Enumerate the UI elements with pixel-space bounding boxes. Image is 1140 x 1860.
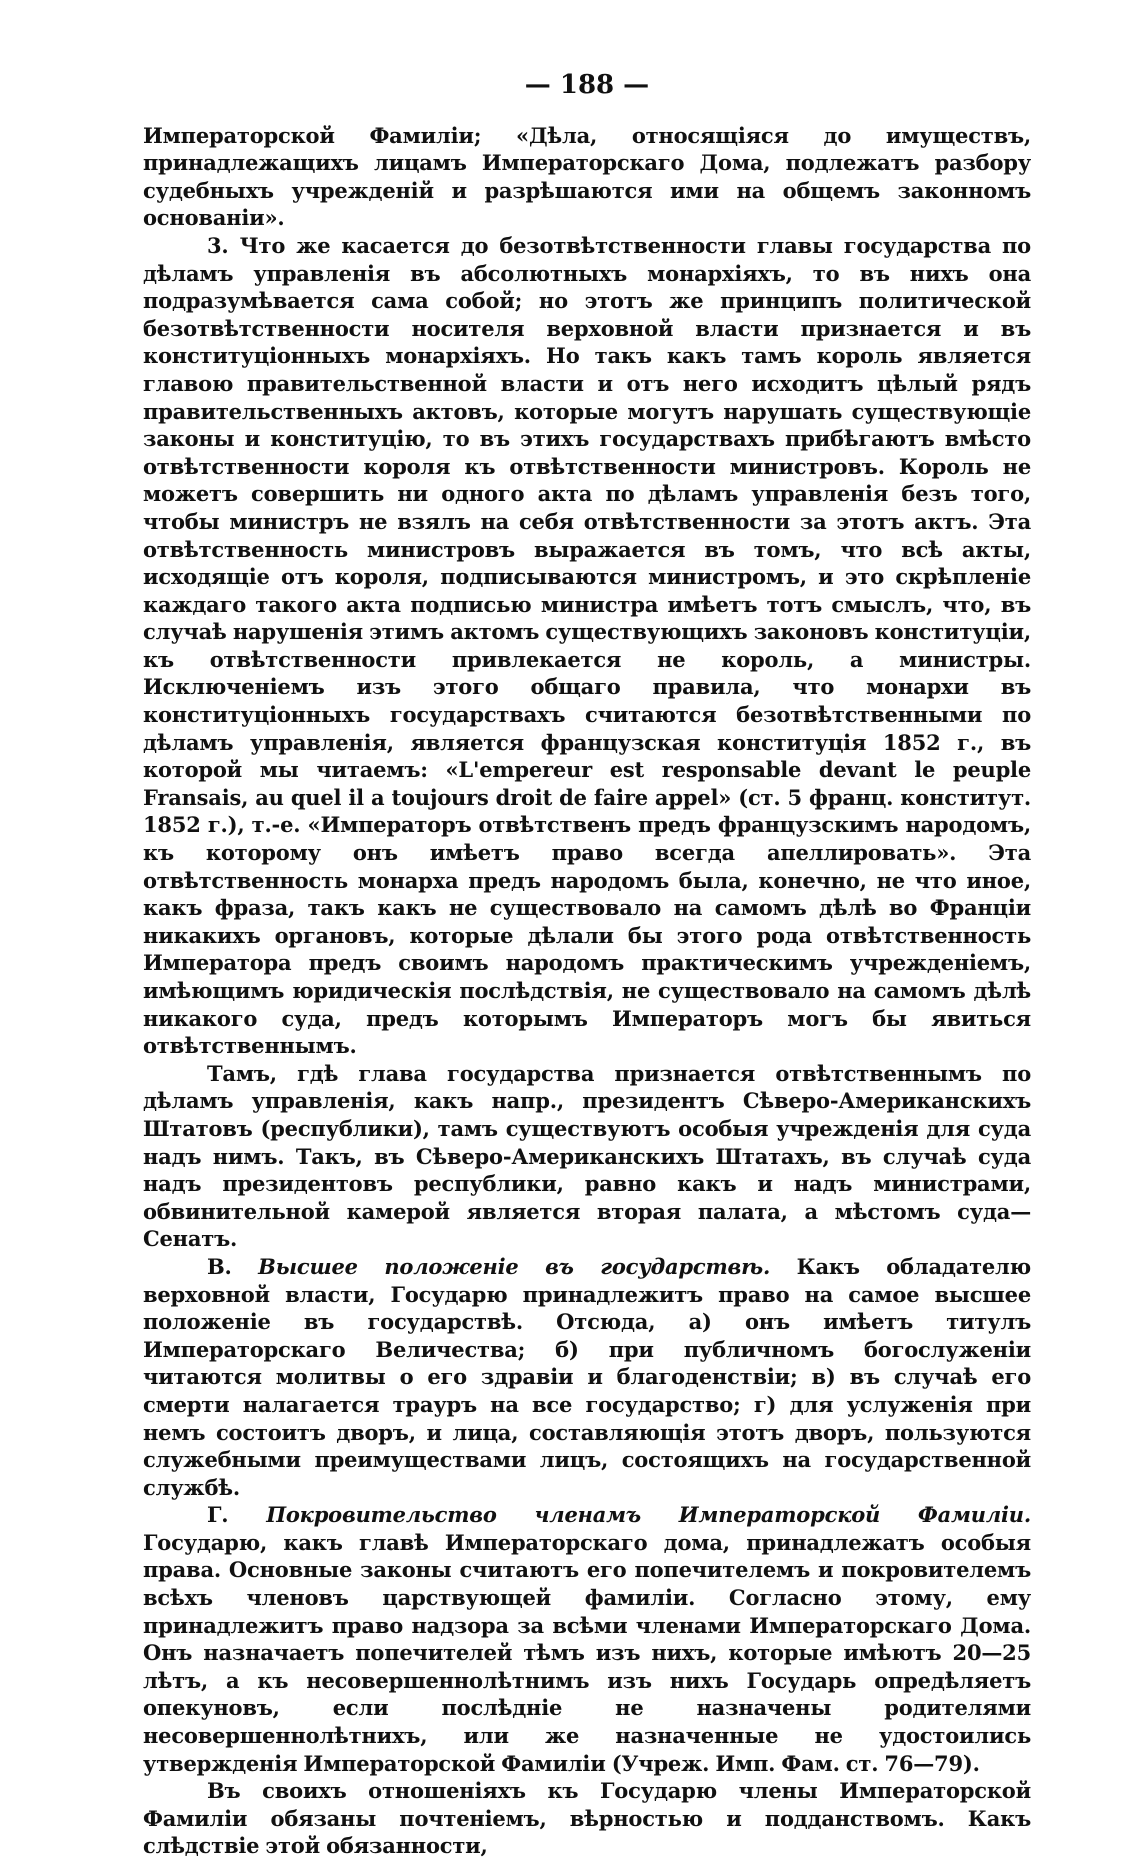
section-heading: Высшее положеніе въ государствѣ. bbox=[258, 1253, 771, 1279]
paragraph-6-text: Въ своихъ отношеніяхъ къ Государю члены Императорской Фамиліи обязаны почтеніемъ, вѣрностью и подданствомъ. Какъ слѣдствіе этой обязанности, bbox=[143, 1778, 1031, 1859]
paragraph-2-text: 3. Что же касается до безотвѣтственности главы государства по дѣламъ управленія въ абсолютныхъ монархіяхъ, то въ нихъ она подразумѣвается сама собой; но этотъ же принципъ политической безотвѣтственности носителя верховной власти признается и въ конституціонныхъ монархіяхъ. Но такъ какъ тамъ король является главою правительственной власти и отъ него исходитъ цѣлый рядъ правительственныхъ актовъ, которые могутъ нарушать существующіе законы и конституцію, то въ этихъ государствахъ прибѣгаютъ вмѣсто отвѣтственности короля къ отвѣтственности министровъ. Король не можетъ совершить ни одного акта по дѣламъ управленія безъ того, чтобы министръ не взялъ на себя отвѣтственности за этотъ актъ. Эта отвѣтственность министровъ выражается въ томъ, что всѣ акты, исходящіе отъ короля, подписываются министромъ, и это скрѣпленіе каждаго такого акта подписью министра имѣетъ тотъ смыслъ, что, въ случаѣ нарушенія этимъ актомъ существующихъ законовъ конституціи, къ отвѣтственности привлекается не король, а министры. Исключеніемъ изъ этого общаго правила, что монархи въ конституціонныхъ государствахъ считаются безотвѣтственными по дѣламъ управленія, является французская конституція 1852 г., въ которой мы читаемъ: «L'empereur est responsable devant le peuple Fransais, au quel il a toujours droit de faire appel» (ст. 5 франц. конститут. 1852 г.), т.-е. «Императоръ отвѣтственъ предъ французскимъ народомъ, къ которому онъ имѣетъ право всегда апеллировать». Эта отвѣтственность монарха предъ народомъ была, конечно, не что иное, какъ фраза, такъ какъ не существовало на самомъ дѣлѣ во Франціи никакихъ органовъ, которые дѣлали бы этого рода отвѣтственность Императора предъ своимъ народомъ практическимъ учрежденіемъ, имѣющимъ юридическія послѣдствія, не существовало на самомъ дѣлѣ никакого суда, предъ которымъ Императоръ могъ бы явиться отвѣтственнымъ. bbox=[143, 232, 1031, 1059]
paragraph-5 bbox=[143, 1501, 1031, 1777]
paragraph-1 bbox=[143, 122, 1031, 232]
paragraph-4-text: Какъ обладателю верховной власти, Государю принадлежитъ право на самое высшее положеніе въ государствѣ. Отсюда, а) онъ имѣетъ титулъ Императорскаго Величества; б) при публичномъ богослуженіи читаются молитвы о его здравіи и благоденствіи; в) въ случаѣ его смерти налагается трауръ на все государство; г) для услуженія при немъ состоитъ дворъ, и лица, составляющія этотъ дворъ, пользуются служебными преимуществами лицъ, состоящихъ на государственной службѣ. bbox=[143, 1253, 1031, 1500]
paragraph-4 bbox=[143, 1253, 1031, 1501]
section-label: В. bbox=[207, 1253, 232, 1279]
book-page bbox=[143, 72, 1031, 1860]
paragraph-3 bbox=[143, 1060, 1031, 1253]
paragraph-2 bbox=[143, 232, 1031, 1060]
paragraph-3-text: Тамъ, гдѣ глава государства признается отвѣтственнымъ по дѣламъ управленія, какъ напр., президентъ Сѣверо-Американскихъ Штатовъ (республики), тамъ существуютъ особыя учрежденія для суда надъ нимъ. Такъ, въ Сѣверо-Американскихъ Штатахъ, въ случаѣ суда надъ президентовъ республики, равно какъ и надъ министрами, обвинительной камерой является вторая палата, а мѣстомъ суда—Сенатъ. bbox=[143, 1060, 1031, 1252]
section-label: Г. bbox=[207, 1502, 229, 1528]
paragraph-6 bbox=[143, 1777, 1031, 1860]
section-heading: Покровительство членамъ Императорской Фамиліи. bbox=[266, 1502, 1031, 1528]
paragraph-5-text: Государю, какъ главѣ Императорскаго дома, принадлежатъ особыя права. Основные законы считаютъ его попечителемъ и покровителемъ всѣхъ членовъ царствующей фамиліи. Согласно этому, ему принадлежитъ право надзора за всѣми членами Императорскаго Дома. Онъ назначаетъ попечителей тѣмъ изъ нихъ, которые имѣютъ 20—25 лѣтъ, а къ несовершеннолѣтнимъ изъ нихъ Государь опредѣляетъ опекуновъ, если послѣдніе не назначены родителями несовершеннолѣтнихъ, или же назначенные не удостоились утвержденія Императорской Фамиліи (Учреж. Имп. Фам. ст. 76—79). bbox=[143, 1529, 1031, 1776]
page-number: — 188 — bbox=[524, 70, 650, 100]
paragraph-1-text: Императорской Фамиліи; «Дѣла, относящіяся до имуществъ, принадлежащихъ лицамъ Императорскаго Дома, подлежатъ разбору судебныхъ учрежденій и разрѣшаются ими на общемъ законномъ основаніи». bbox=[143, 122, 1031, 231]
